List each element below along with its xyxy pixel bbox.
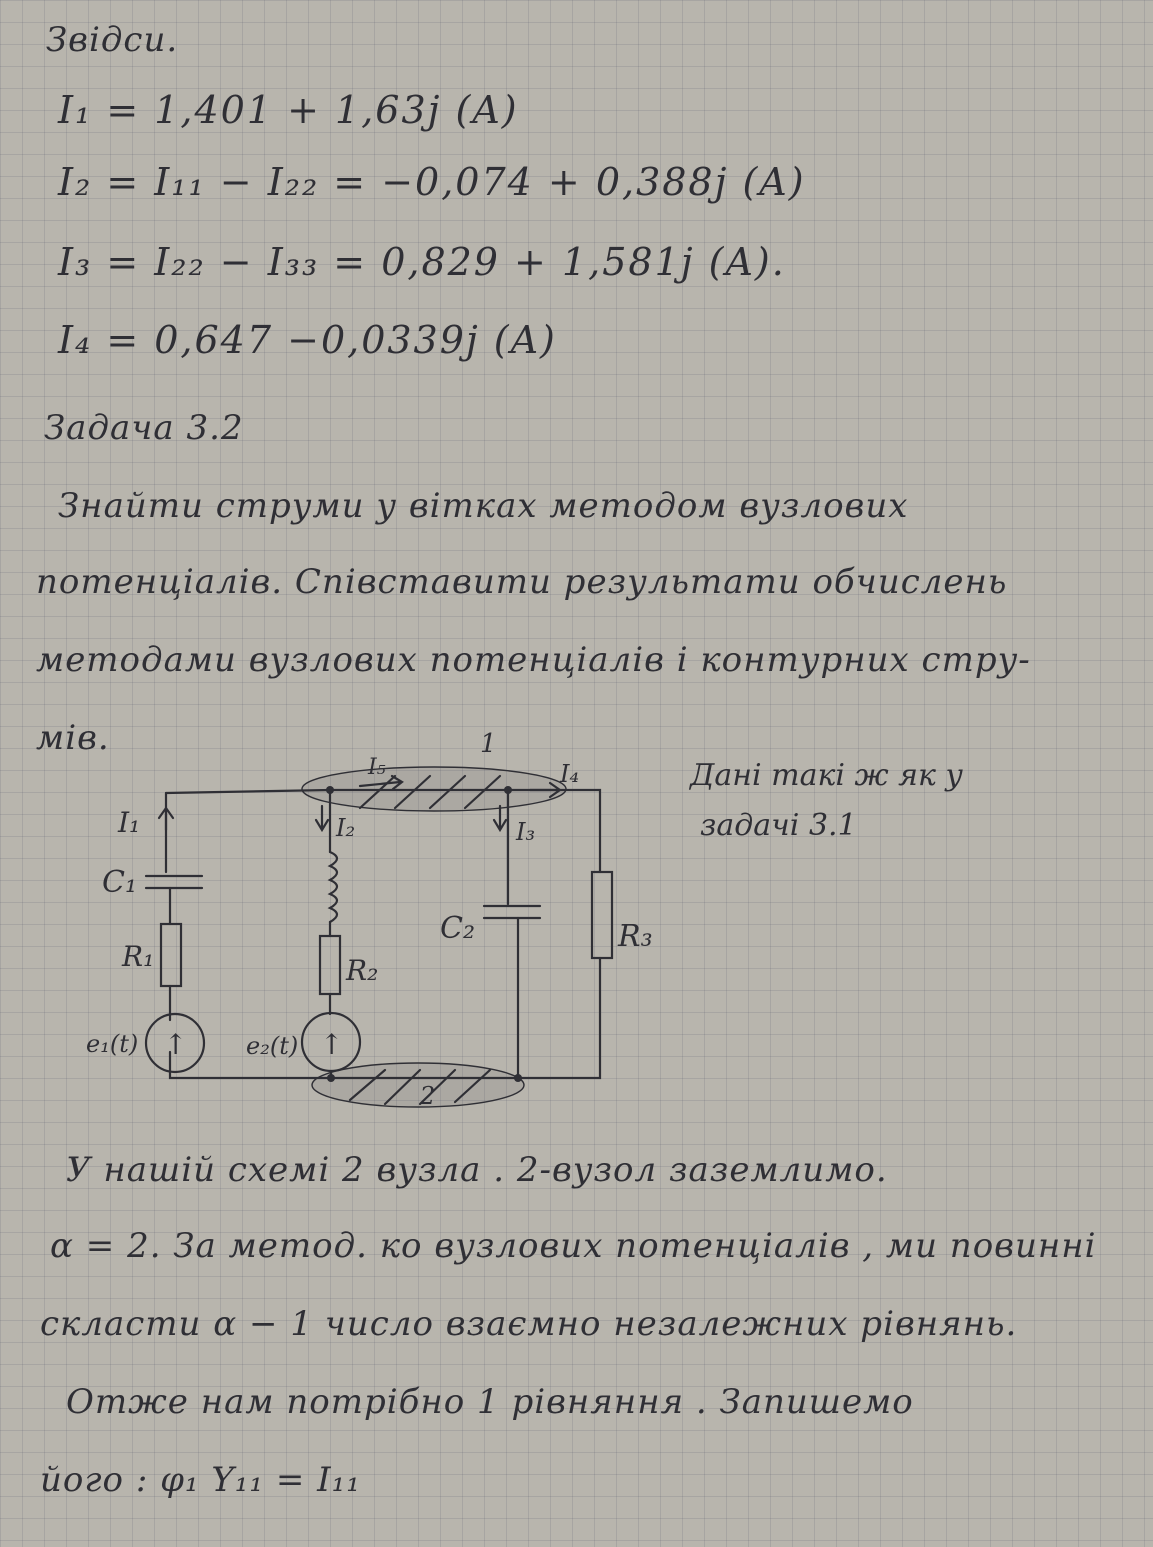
- task-line-2: потенціалів. Співставити результати обчислень: [36, 562, 1008, 602]
- body-line-3: скласти α − 1 число взаємно незалежних рівнянь.: [40, 1304, 1018, 1344]
- i2-arrow-icon: [316, 806, 328, 830]
- r1-label: R₁: [122, 940, 155, 973]
- bottom-wire: [170, 958, 600, 1078]
- junction-dot: [514, 1074, 522, 1082]
- r3-resistor: [592, 872, 612, 958]
- result-i3: I₃ = I₂₂ − I₃₃ = 0,829 + 1,581j (A).: [58, 240, 786, 284]
- side-note-line-1: Дані такі ж як у: [690, 758, 963, 793]
- body-line-4: Отже нам потрібно 1 рівняння . Запишемо: [66, 1382, 914, 1422]
- c1-label: C₁: [102, 865, 137, 900]
- e1-arrow-symbol: ↑: [164, 1028, 188, 1061]
- body-line-2: α = 2. За метод. ко вузлових потенціалів , ми повинні: [50, 1226, 1097, 1266]
- i3-label: I₃: [516, 818, 536, 846]
- e2-arrow-symbol: ↑: [320, 1028, 344, 1061]
- result-i2: I₂ = I₁₁ − I₂₂ = −0,074 + 0,388j (A): [58, 160, 806, 204]
- i5-label: I₅: [368, 755, 386, 780]
- side-note-line-2: задачі 3.1: [700, 808, 857, 843]
- junction-dot: [326, 786, 334, 794]
- body-line-1: У нашій схемі 2 вузла . 2-вузол заземлимо.: [66, 1150, 888, 1190]
- result-i1: I₁ = 1,401 + 1,63j (A): [58, 88, 519, 132]
- i1-label: I₁: [118, 806, 141, 839]
- task-line-3: методами вузлових потенціалів і контурних стру-: [36, 640, 1031, 680]
- i4-label: I₄: [560, 760, 580, 788]
- r3-label: R₃: [618, 919, 653, 954]
- r1-resistor: [161, 924, 181, 986]
- i2-label: I₂: [336, 814, 356, 842]
- junction-dot: [504, 786, 512, 794]
- result-i4: I₄ = 0,647 −0,0339j (A): [58, 318, 557, 362]
- node-2-region: [312, 1063, 524, 1107]
- r2-resistor: [320, 936, 340, 994]
- c2-label: C₂: [440, 911, 475, 946]
- node-2-label: 2: [420, 1082, 436, 1110]
- node-1-label: 1: [480, 729, 497, 759]
- heading-text: Звідси.: [46, 20, 179, 60]
- r2-label: R₂: [346, 954, 379, 987]
- junction-dot: [327, 1074, 335, 1082]
- e1-label: e₁(t): [86, 1030, 139, 1058]
- inductor-coil-icon: [330, 852, 337, 922]
- task-title: Задача 3.2: [44, 408, 244, 448]
- i1-arrow-icon: [159, 808, 173, 830]
- task-line-1: Знайти струми у вітках методом вузлових: [58, 486, 909, 526]
- i3-arrow-icon: [494, 806, 506, 830]
- body-line-5: його : φ₁ Y₁₁ = I₁₁: [40, 1460, 361, 1500]
- e2-label: e₂(t): [246, 1032, 299, 1060]
- task-line-4: мів.: [36, 718, 110, 758]
